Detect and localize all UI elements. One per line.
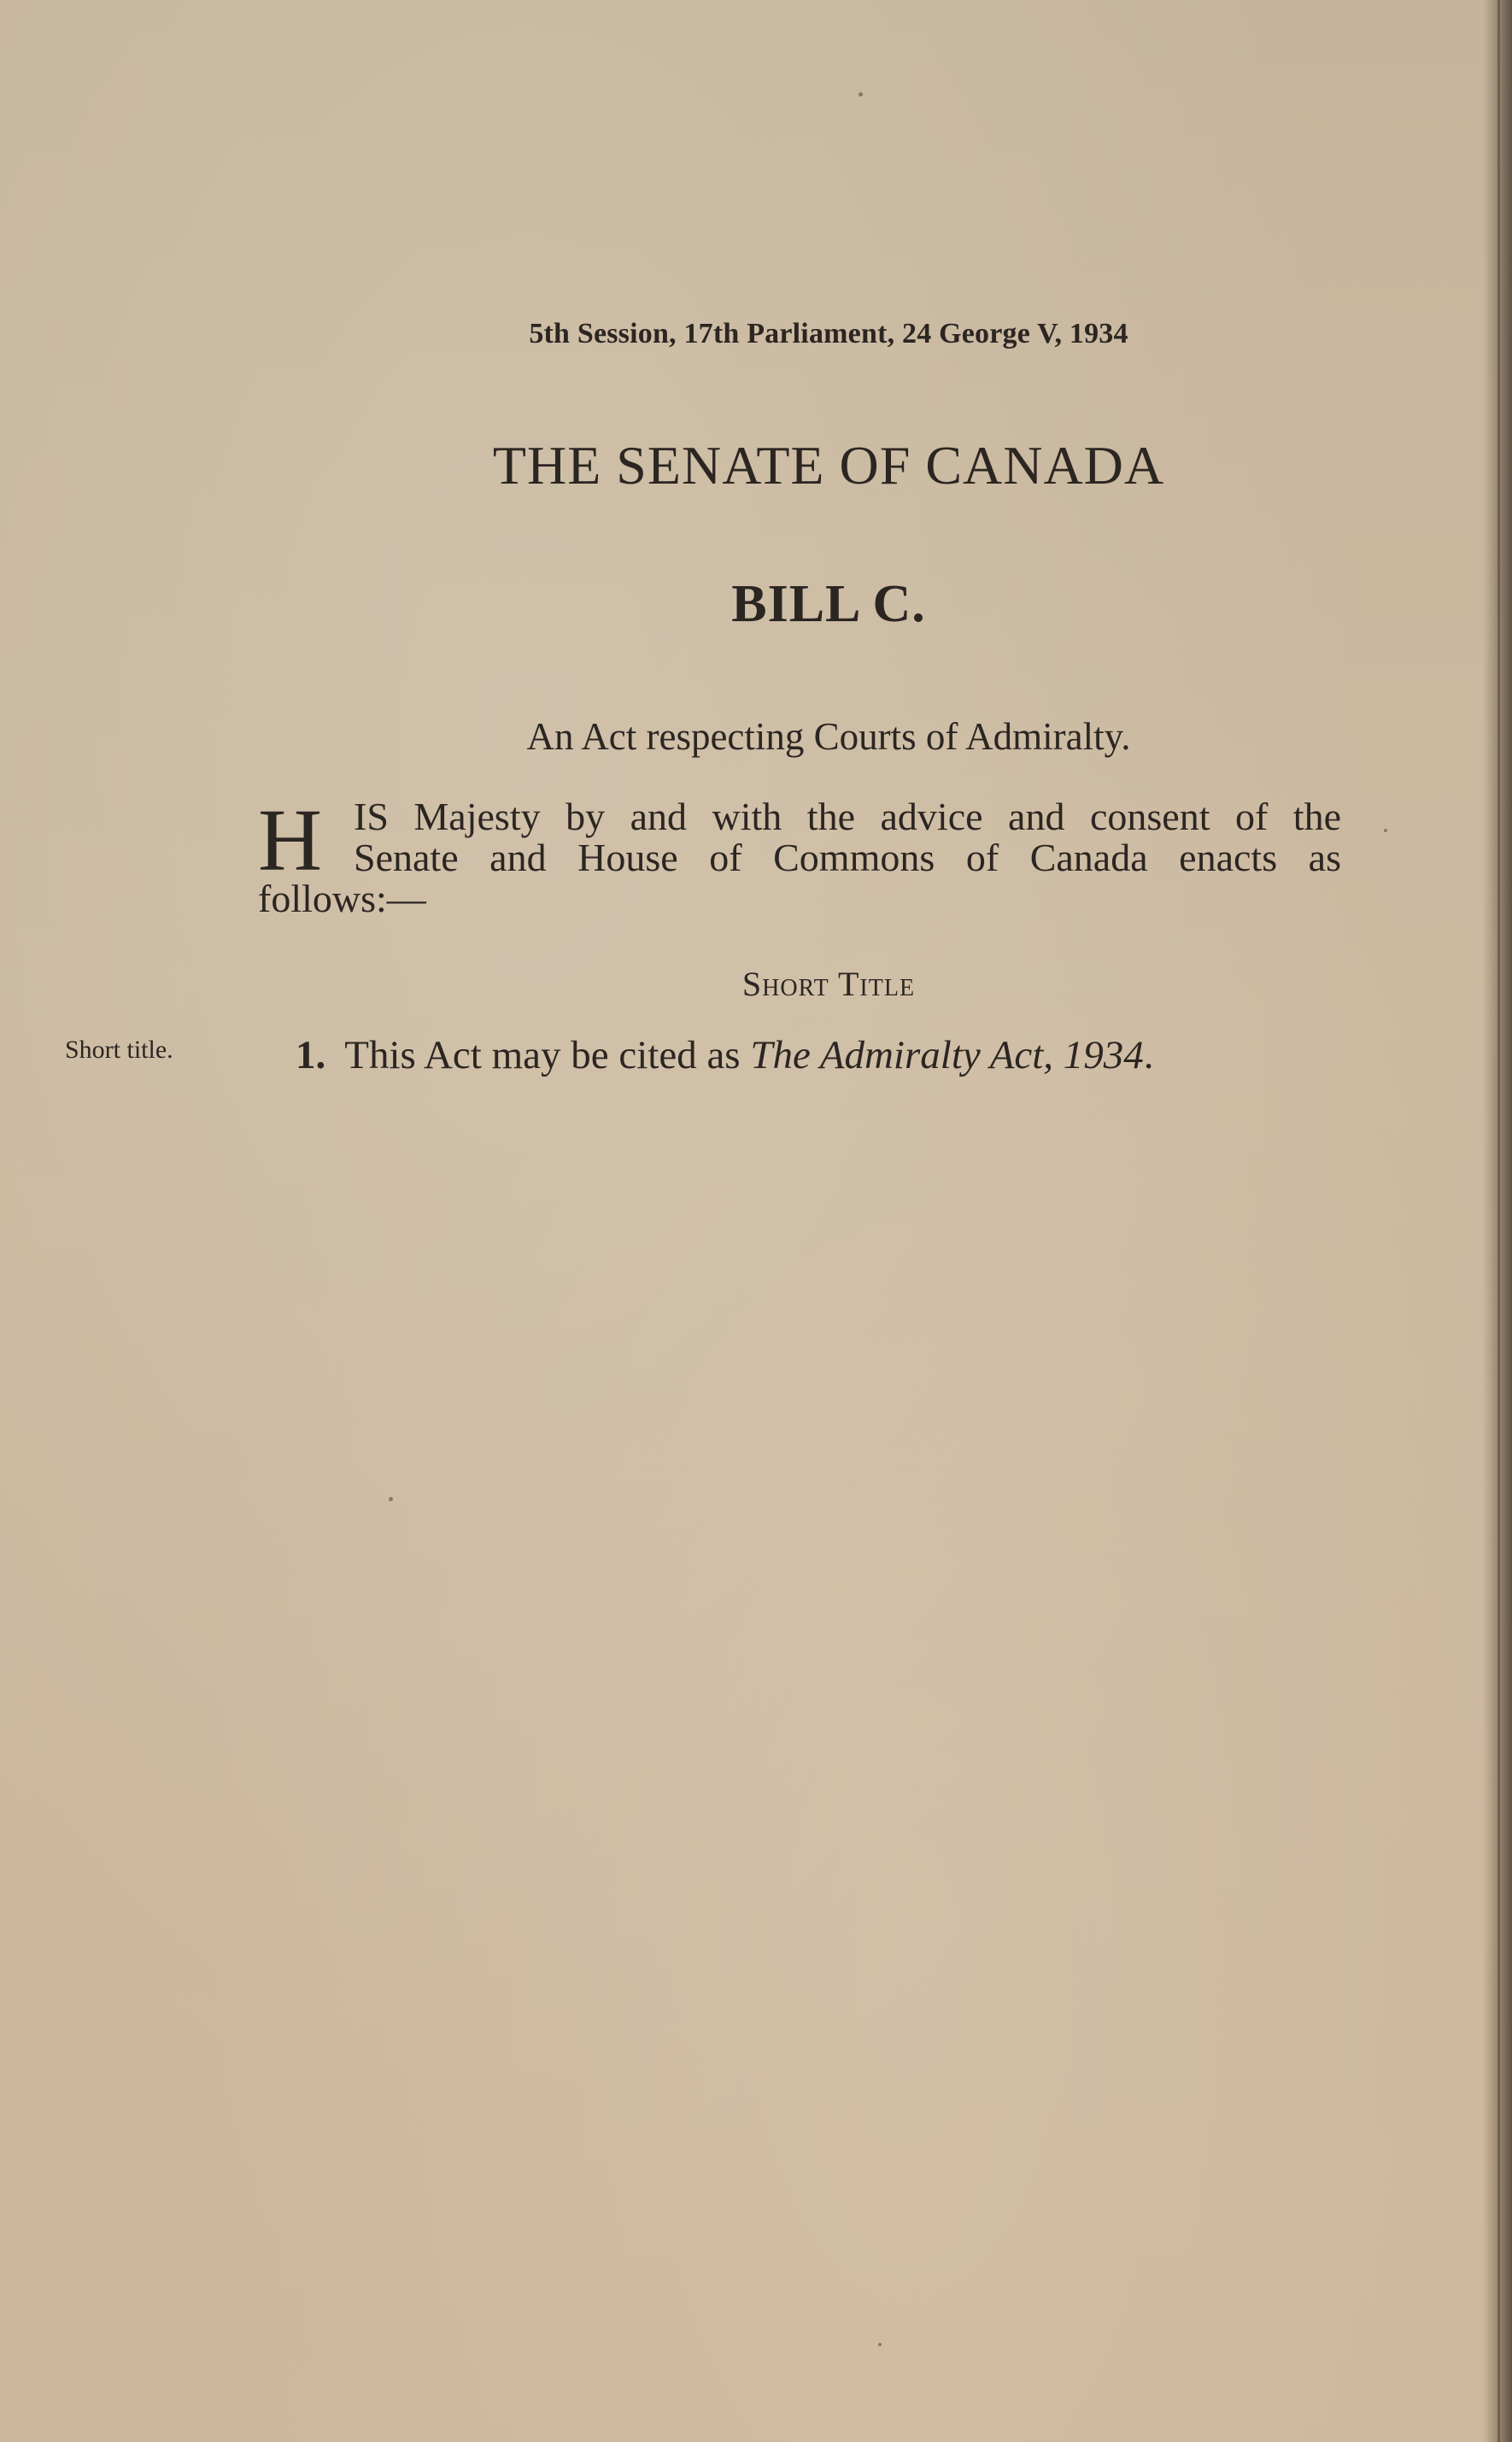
enacting-clause-line: IS Majesty by and with the advice and consent of the	[354, 795, 1341, 838]
enacting-clause	[258, 791, 1341, 920]
section-end: .	[1143, 1033, 1154, 1077]
paper-speck	[389, 1497, 393, 1501]
section-citation: The Admiralty Act, 1934	[750, 1033, 1144, 1077]
bill-title: BILL C.	[731, 575, 926, 633]
page-edge-line	[1497, 0, 1500, 2442]
drop-cap: H	[258, 791, 323, 889]
section-1	[296, 1032, 1154, 1078]
section-number: 1.	[296, 1033, 326, 1077]
margin-note: Short title.	[65, 1036, 173, 1064]
paper-speck	[878, 2343, 882, 2346]
session-line: 5th Session, 17th Parliament, 24 George V, 1934	[529, 318, 1128, 349]
enacting-clause-line: follows:—	[258, 877, 426, 920]
paper-speck	[1384, 829, 1387, 832]
paper-speck	[859, 92, 863, 97]
senate-title: THE SENATE OF CANADA	[492, 435, 1165, 496]
section-text: This Act may be cited as	[344, 1033, 741, 1077]
enacting-clause-line: Senate and House of Commons of Canada enacts as	[354, 836, 1341, 879]
act-title: An Act respecting Courts of Admiralty.	[526, 715, 1131, 758]
section-heading: Short Title	[741, 965, 916, 1003]
